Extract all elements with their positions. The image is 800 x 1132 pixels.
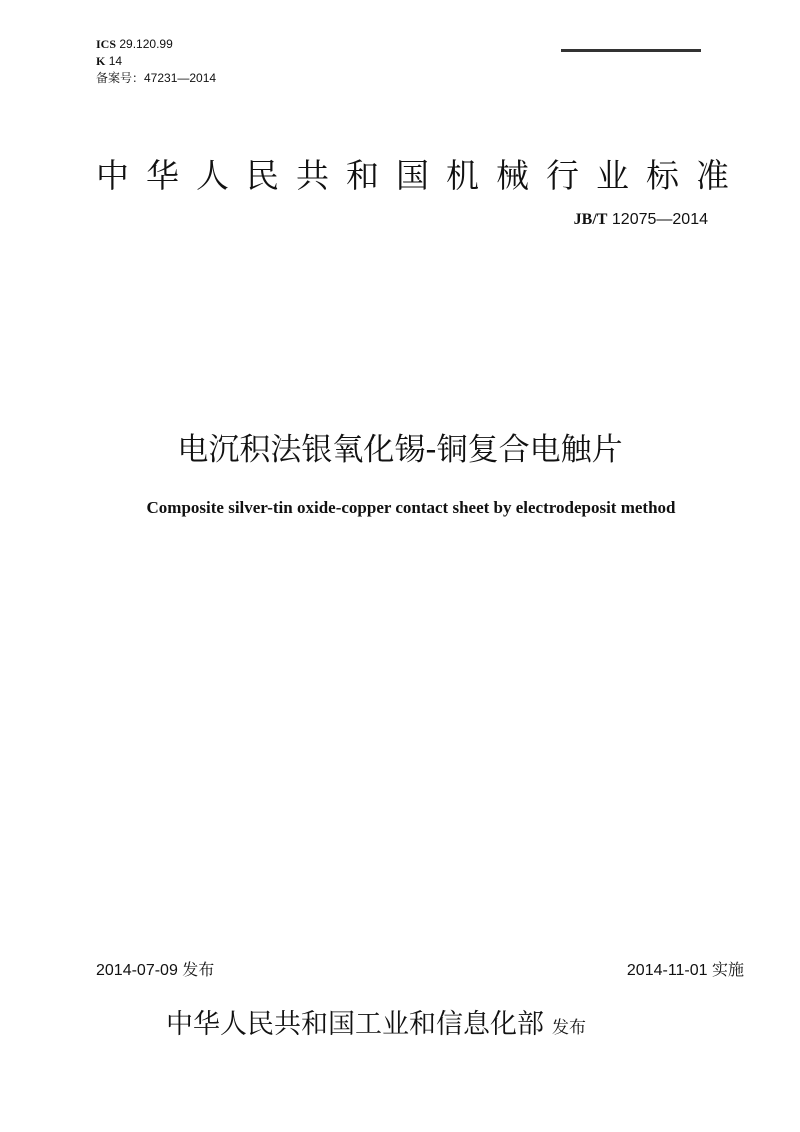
issuer-suffix: 发布	[552, 1018, 586, 1038]
issuer-name: 中华人民共和国工业和信息化部	[166, 1009, 544, 1040]
ccs-code: 14	[108, 54, 123, 68]
header-rule	[561, 49, 701, 52]
ics-prefix: ICS	[96, 37, 117, 51]
filing-number: 备案号：47231—2014	[96, 71, 217, 85]
title-chinese: 电沉积法银氧化锡-铜复合电触片	[177, 432, 623, 468]
implement-date: 2014-11-01 实施	[626, 962, 744, 979]
ccs-line	[96, 53, 216, 70]
issue-date: 2014-07-09 发布	[96, 962, 215, 979]
ics-code: 29.120.99	[119, 37, 173, 51]
title-english: Composite silver-tin oxide-copper contact sheet by electrodeposit method	[146, 498, 676, 517]
standard-category: 中华人民共和国机械行业标准	[96, 156, 746, 195]
ccs-prefix: K	[96, 54, 106, 68]
classification-block	[96, 36, 216, 87]
standard-number-prefix: JB/T	[573, 211, 608, 228]
ics-line	[96, 36, 216, 53]
standard-number	[574, 211, 708, 229]
standard-number-value: 12075—2014	[611, 211, 708, 228]
issuer-line	[166, 1002, 586, 1041]
